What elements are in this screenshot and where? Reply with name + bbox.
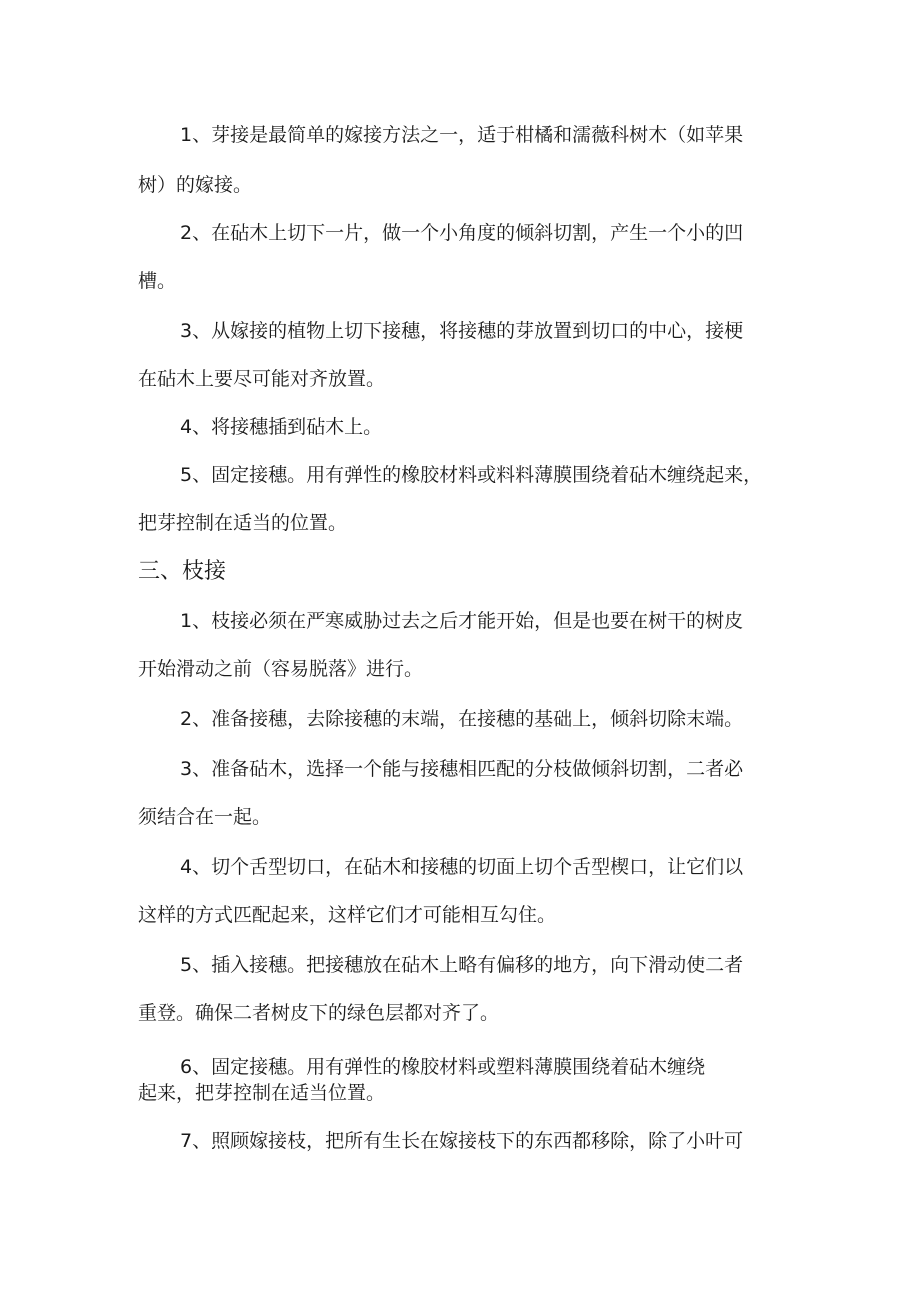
paragraph-line: 把芽控制在适当的位置。	[138, 512, 348, 534]
paragraph-line: 在砧木上要尽可能对齐放置。	[138, 368, 386, 390]
paragraph-line: 须结合在一起。	[138, 806, 272, 828]
paragraph-line: 开始滑动之前（容易脱落》进行。	[138, 658, 424, 680]
paragraph-line: 1、芽接是最简单的嫁接方法之一，适于柑橘和濡薇科树木（如苹果	[180, 124, 744, 146]
paragraph-line: 6、固定接穗。用有弹性的橡胶材料或塑料薄膜围绕着砧木缠绕	[180, 1056, 706, 1078]
paragraph-line: 这样的方式匹配起来，这样它们才可能相互勾住。	[138, 904, 557, 926]
paragraph-line: 槽。	[138, 270, 177, 292]
paragraph-line: 4、将接穗插到砧木上。	[180, 416, 383, 438]
paragraph-line: 树）的嫁接。	[138, 174, 253, 196]
paragraph-line: 2、准备接穗，去除接穗的末端，在接穗的基础上，倾斜切除末端。	[180, 708, 744, 730]
paragraph-line: 1、枝接必须在严寒威胁过去之后才能开始，但是也要在树干的树皮	[180, 610, 744, 632]
paragraph-line: 2、在砧木上切下一片，做一个小角度的倾斜切割，产生一个小的凹	[180, 222, 744, 244]
paragraph-line: 7、照顾嫁接枝，把所有生长在嫁接枝下的东西都移除，除了小叶可	[180, 1130, 744, 1152]
paragraph-line: 4、切个舌型切口，在砧木和接穗的切面上切个舌型楔口，让它们以	[180, 856, 744, 878]
section-heading: 三、枝接	[138, 559, 227, 584]
paragraph-line: 3、从嫁接的植物上切下接穗，将接穗的芽放置到切口的中心，接梗	[180, 320, 744, 342]
paragraph-line: 3、准备砧木，选择一个能与接穗相匹配的分枝做倾斜切割，二者必	[180, 758, 744, 780]
paragraph-line: 重登。确保二者树皮下的绿色层都对齐了。	[138, 1002, 500, 1024]
paragraph-line: 5、固定接穗。用有弹性的橡胶材料或料料薄膜围绕着砧木缠绕起来，	[180, 464, 763, 486]
paragraph-line: 起来，把芽控制在适当位置。	[138, 1082, 386, 1104]
paragraph-line: 5、插入接穗。把接穗放在砧木上略有偏移的地方，向下滑动使二者	[180, 954, 744, 976]
